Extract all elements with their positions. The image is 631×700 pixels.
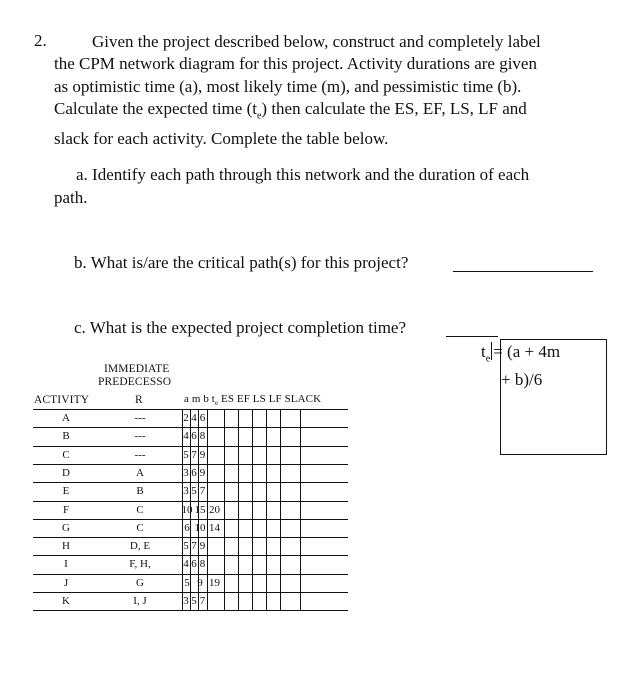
activity-cell: E	[62, 485, 70, 498]
predecessor-cell: ---	[134, 448, 146, 461]
pessimistic-cell: 7	[199, 595, 206, 607]
table-column-line	[266, 409, 267, 610]
activity-cell: A	[62, 412, 70, 424]
predecessor-cell: G	[136, 576, 144, 589]
question-intro-line-1: Given the project described below, construct and completely label	[92, 32, 541, 51]
table-column-line	[280, 409, 281, 610]
table-rule	[33, 610, 348, 611]
predecessor-cell: ---	[134, 430, 146, 443]
predecessor-cell: A	[136, 466, 144, 479]
optimistic-cell: 3	[183, 595, 189, 607]
activity-cell: J	[63, 576, 69, 589]
formula-numerator: (a + 4m	[507, 342, 561, 361]
header-time-columns	[184, 393, 321, 407]
activity-cell: D	[62, 466, 70, 479]
optimistic-cell: 6	[184, 521, 190, 534]
formula-tail: + b)/6	[501, 370, 543, 389]
activity-cell: K	[62, 595, 70, 607]
optimistic-cell: 5	[183, 448, 189, 461]
header-te-subscript: e	[214, 399, 219, 408]
question-number: 2.	[34, 31, 47, 50]
header-activity: ACTIVITY	[34, 394, 90, 406]
table-column-line	[300, 409, 301, 610]
predecessor-cell: F, H,	[129, 558, 151, 571]
optimistic-cell: 5	[184, 576, 190, 589]
predecessor-cell: C	[136, 503, 144, 516]
pessimistic-cell: 14	[209, 521, 220, 534]
activity-cell: B	[62, 430, 70, 443]
predecessor-cell: ---	[134, 412, 146, 424]
header-r: R	[135, 394, 143, 406]
header-amb-te: a m b t	[184, 393, 215, 405]
most-likely-cell: 5	[191, 485, 197, 498]
most-likely-cell: 10	[194, 521, 206, 534]
header-es-ef-ls-lf-slack: ES EF LS LF SLACK	[221, 393, 322, 405]
formula-subscript: e	[485, 353, 491, 365]
activity-cell: I	[64, 558, 68, 571]
formula-line-1: $t_e = (a + 4m$	[481, 342, 561, 365]
pessimistic-cell: 8	[199, 430, 206, 443]
question-intro-line-3: as optimistic time (a), most likely time (m), and pessimistic time (b).	[54, 76, 522, 96]
optimistic-cell: 4	[183, 558, 189, 571]
formula-line-2	[501, 370, 542, 390]
most-likely-cell: 6	[191, 430, 197, 443]
part-a-line-1: a. Identify each path through this network and the duration of each	[76, 165, 530, 184]
predecessor-cell: D, E	[129, 540, 151, 553]
pessimistic-cell: 19	[209, 576, 220, 589]
part-c-answer-blank[interactable]	[446, 336, 498, 337]
optimistic-cell: 2	[183, 412, 189, 424]
activity-cell: H	[62, 540, 70, 553]
pessimistic-cell: 7	[199, 485, 206, 498]
part-c-text: c. What is the expected project completion time?	[74, 318, 407, 337]
optimistic-cell: 5	[183, 540, 189, 553]
activity-cell: G	[62, 521, 70, 534]
optimistic-cell: 3	[183, 485, 189, 498]
pessimistic-cell: 9	[199, 448, 206, 461]
most-likely-cell: 4	[191, 412, 197, 424]
most-likely-cell: 7	[191, 448, 197, 461]
most-likely-cell: 9	[197, 576, 203, 589]
predecessor-cell: B	[136, 485, 144, 498]
part-a-line-2: path.	[54, 187, 88, 207]
predecessor-cell: C	[136, 521, 144, 534]
question-te-subscript: e	[256, 110, 262, 122]
most-likely-cell: 15	[194, 503, 206, 516]
predecessor-cell: I, J	[133, 595, 147, 607]
header-predecessor: PREDECESSO	[98, 376, 172, 388]
activity-cell: C	[62, 448, 70, 461]
most-likely-cell: 5	[191, 595, 197, 607]
formula-t: t	[481, 342, 486, 361]
question-text	[54, 31, 604, 150]
pessimistic-cell: 20	[209, 503, 220, 516]
pessimistic-cell: 9	[199, 466, 206, 479]
most-likely-cell: 7	[191, 540, 197, 553]
question-intro-line-2: the CPM network diagram for this project. Activity durations are given	[54, 54, 537, 74]
header-immediate: IMMEDIATE	[104, 363, 170, 375]
question-intro-line-4a: Calculate the expected time (t	[54, 98, 257, 118]
question-intro-line-5: slack for each activity. Complete the table below.	[54, 128, 389, 148]
part-b-text: b. What is/are the critical path(s) for this project?	[74, 253, 409, 272]
activity-cell: F	[62, 503, 70, 516]
optimistic-cell: 4	[183, 430, 189, 443]
table-column-line	[252, 409, 253, 610]
pessimistic-cell: 6	[199, 412, 206, 424]
pessimistic-cell: 8	[199, 558, 206, 571]
table-column-line	[224, 409, 225, 610]
most-likely-cell: 6	[191, 466, 197, 479]
part-a-text	[54, 164, 594, 209]
most-likely-cell: 6	[191, 558, 197, 571]
optimistic-cell: 3	[183, 466, 189, 479]
part-b-answer-blank[interactable]	[453, 271, 593, 272]
optimistic-cell: 10	[181, 503, 193, 516]
pessimistic-cell: 9	[199, 540, 206, 553]
question-intro-line-4b: ) then calculate the ES, EF, LS, LF and	[261, 98, 527, 118]
table-column-line	[238, 409, 239, 610]
